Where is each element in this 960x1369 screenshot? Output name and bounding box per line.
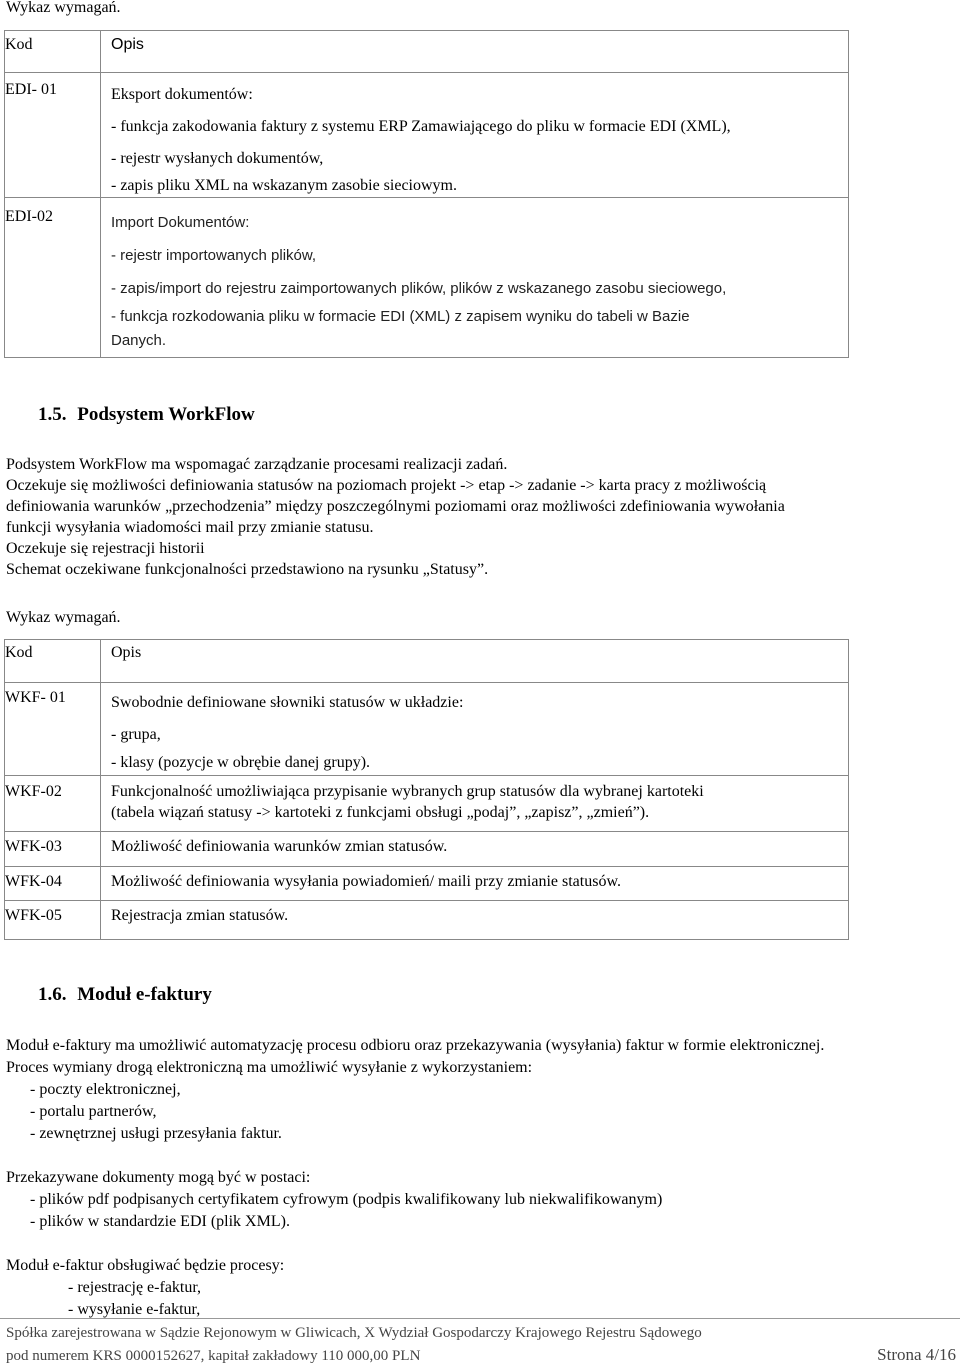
row-code: WFK-03 xyxy=(5,832,101,867)
row-line: Eksport dokumentów: xyxy=(111,86,253,103)
row-line: Rejestracja zmian statusów. xyxy=(111,907,289,924)
page-number: Strona 4/16 xyxy=(877,1345,956,1364)
row-desc xyxy=(101,867,849,901)
row-line: Możliwość definiowania wysyłania powiadomień/ maili przy zmianie statusów. xyxy=(111,873,621,890)
row-line: Danych. xyxy=(111,332,167,349)
row-desc xyxy=(101,198,849,358)
row-line: Funkcjonalność umożliwiająca przypisanie wybranych grup statusów dla wybranej kartoteki xyxy=(111,783,704,800)
table-row xyxy=(5,776,849,832)
table-row xyxy=(5,867,849,901)
header-code: Kod xyxy=(5,640,101,683)
paragraph-line: Proces wymiany drogą elektroniczną ma umożliwić wysyłanie z wykorzystaniem: xyxy=(6,1059,533,1076)
paragraph-line: funkcji wysyłania wiadomości mail przy zmianie statusu. xyxy=(6,519,374,536)
row-code: EDI- 01 xyxy=(5,73,101,198)
section-number: 1.6. xyxy=(38,984,67,1005)
table-row xyxy=(5,683,849,776)
list-title: Wykaz wymagań. xyxy=(6,0,121,16)
table-header-row xyxy=(5,640,849,683)
table-row xyxy=(5,901,849,940)
paragraph-line: Oczekuje się rejestracji historii xyxy=(6,540,205,557)
table-row xyxy=(5,198,849,358)
list-item: - portalu partnerów, xyxy=(30,1103,157,1120)
list-item: - plików pdf podpisanych certyfikatem cyfrowym (podpis kwalifikowany lub niekwalifikowanym) xyxy=(30,1191,663,1208)
row-line: - zapis pliku XML na wskazanym zasobie sieciowym. xyxy=(111,177,457,194)
paragraph-line: Moduł e-faktur obsługiwać będzie procesy: xyxy=(6,1257,285,1274)
header-desc: Opis xyxy=(101,640,849,683)
list-item: - wysyłanie e-faktur, xyxy=(68,1301,201,1318)
paragraph-line: Przekazywane dokumenty mogą być w postaci: xyxy=(6,1169,311,1186)
row-line: - klasy (pozycje w obrębie danej grupy). xyxy=(111,754,371,771)
row-line: - zapis/import do rejestru zaimportowanych plików, plików z wskazanego zasobu sieciowego, xyxy=(111,280,727,297)
row-line: Swobodnie definiowane słowniki statusów w układzie: xyxy=(111,694,464,711)
row-code: WFK-05 xyxy=(5,901,101,940)
row-line: - rejestr importowanych plików, xyxy=(111,247,317,264)
paragraph-line: Schemat oczekiwane funkcjonalności przedstawiono na rysunku „Statusy”. xyxy=(6,561,489,578)
row-line: - grupa, xyxy=(111,726,161,743)
footer-line-1: Spółka zarejestrowana w Sądzie Rejonowym w Gliwicach, X Wydział Gospodarczy Krajowego Rejestru Sądowego xyxy=(6,1325,702,1341)
list-item: - poczty elektronicznej, xyxy=(30,1081,181,1098)
row-code: WFK-04 xyxy=(5,867,101,901)
paragraph-line: Podsystem WorkFlow ma wspomagać zarządzanie procesami realizacji zadań. xyxy=(6,456,508,473)
row-desc xyxy=(101,901,849,940)
header-code: Kod xyxy=(5,31,101,73)
table-row xyxy=(5,73,849,198)
edi-requirements-table xyxy=(4,30,849,358)
footer-divider xyxy=(0,1318,960,1319)
row-line: Import Dokumentów: xyxy=(111,214,250,231)
row-desc xyxy=(101,73,849,198)
workflow-requirements-table xyxy=(4,639,849,940)
section-heading-efaktury xyxy=(38,984,212,1005)
row-code: EDI-02 xyxy=(5,198,101,358)
section-number: 1.5. xyxy=(38,404,67,425)
paragraph-line: Moduł e-faktury ma umożliwić automatyzację procesu odbioru oraz przekazywania (wysyłania) faktur w formie elektronicznej. xyxy=(6,1037,825,1054)
list-item: - rejestrację e-faktur, xyxy=(68,1279,202,1296)
footer-line-2: pod numerem KRS 0000152627, kapitał zakładowy 110 000,00 PLN xyxy=(6,1348,421,1364)
row-desc xyxy=(101,683,849,776)
row-line: Możliwość definiowania warunków zmian statusów. xyxy=(111,838,448,855)
row-line: (tabela wiązań statusy -> kartoteki z funkcjami obsługi „podaj”, „zapisz”, „zmień”). xyxy=(111,804,650,821)
row-line: - funkcja rozkodowania pliku w formacie EDI (XML) z zapisem wyniku do tabeli w Bazie xyxy=(111,308,690,325)
table-header-row xyxy=(5,31,849,73)
list-title: Wykaz wymagań. xyxy=(6,609,121,626)
table-row xyxy=(5,832,849,867)
section-title: Podsystem WorkFlow xyxy=(77,404,255,425)
paragraph-line: Oczekuje się możliwości definiowania statusów na poziomach projekt -> etap -> zadanie -> karta pracy z możliwością xyxy=(6,477,767,494)
paragraph-line: definiowania warunków „przechodzenia” między poszczególnymi poziomami oraz możliwości zdefiniowania wywołania xyxy=(6,498,785,515)
list-item: - plików w standardzie EDI (plik XML). xyxy=(30,1213,290,1230)
row-code: WKF-02 xyxy=(5,776,101,832)
row-line: - rejestr wysłanych dokumentów, xyxy=(111,150,324,167)
section-title: Moduł e-faktury xyxy=(77,984,212,1005)
row-desc xyxy=(101,832,849,867)
header-desc: Opis xyxy=(101,31,849,73)
section-heading-workflow xyxy=(38,404,255,425)
row-line: - funkcja zakodowania faktury z systemu ERP Zamawiającego do pliku w formacie EDI (XML), xyxy=(111,118,731,135)
row-code: WKF- 01 xyxy=(5,683,101,776)
row-desc xyxy=(101,776,849,832)
workflow-paragraph xyxy=(6,454,785,580)
list-item: - zewnętrznej usługi przesyłania faktur. xyxy=(30,1125,282,1142)
efaktury-body xyxy=(6,1035,824,1321)
